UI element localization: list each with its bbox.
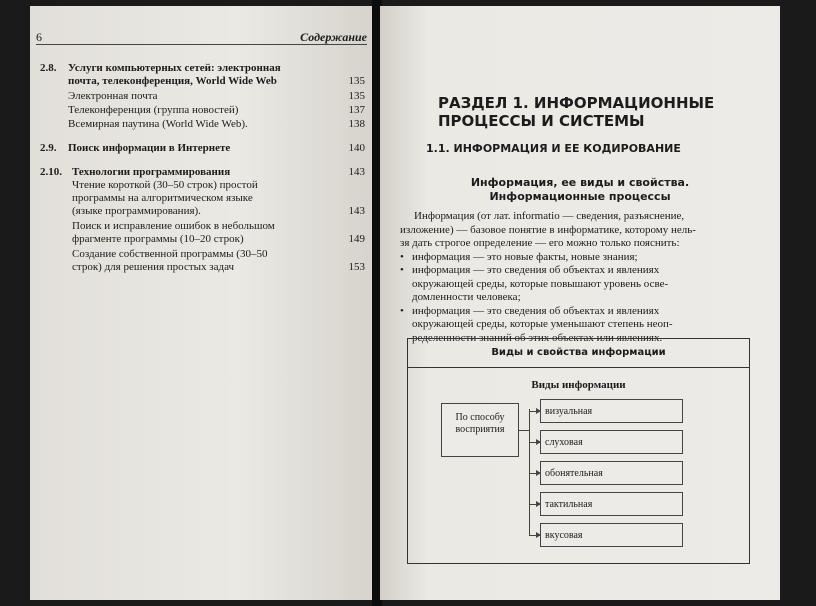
toc-entry[interactable]: [50, 248, 365, 274]
toc-page: 140: [348, 142, 365, 154]
text-line: окружающей среды, которые уменьшают степень неоп-: [412, 318, 673, 330]
text-line: • информация — это сведения об объектах и явлениях: [412, 264, 660, 276]
topic-title-line: Информационные процессы: [489, 190, 671, 203]
toc-entry[interactable]: [50, 104, 365, 117]
info-type-item: тактильная: [540, 492, 683, 516]
perception-box: [441, 403, 519, 457]
diagram-subheader: Виды информации: [531, 379, 626, 391]
toc-text: строк) для решения простых задач: [72, 261, 235, 273]
diagram-header: Виды и свойства информации: [408, 339, 749, 368]
toc-text: (языке программирования).: [72, 205, 201, 217]
topic-title-line: Информация, ее виды и свойства.: [470, 176, 690, 189]
toc-text: почта, телеконференция, World Wide Web: [68, 75, 277, 87]
toc-entry[interactable]: [40, 62, 365, 88]
page-header: [36, 30, 367, 45]
running-title: Содержание: [300, 30, 367, 44]
text-line: • информация — это сведения об объектах и явлениях: [412, 304, 660, 317]
toc-page: 153: [348, 261, 365, 273]
info-type-item: вкусовая: [540, 523, 683, 547]
connector-arrow: [529, 473, 540, 474]
right-page: [380, 6, 780, 600]
toc-page: 135: [348, 90, 365, 102]
text-line: изложение) — базовое понятие в информатике, которому нель-: [400, 223, 696, 236]
left-page: [30, 6, 375, 600]
connector-arrow: [529, 535, 540, 536]
subsection-title: 1.1. ИНФОРМАЦИЯ И ЕЕ КОДИРОВАНИЕ: [426, 142, 681, 155]
toc-entry[interactable]: [50, 118, 365, 131]
toc-page: 137: [348, 104, 365, 116]
toc-page: 143: [348, 205, 365, 217]
topic-title: [380, 176, 780, 204]
toc-page: 135: [348, 75, 365, 87]
toc-text: Создание собственной программы (30–50: [72, 248, 268, 260]
body-text: [400, 210, 750, 345]
info-type-item: обонятельная: [540, 461, 683, 485]
connector-arrow: [529, 504, 540, 505]
toc-text: Электронная почта: [68, 90, 158, 102]
text-line: ределенности знаний об этих объектах или явлениях.: [412, 331, 663, 344]
text-line: зя дать строгое определение — его можно только пояснить:: [400, 237, 680, 249]
connector-line: [519, 430, 529, 431]
text-line: домленности человека;: [412, 291, 521, 303]
toc-entry[interactable]: [50, 90, 365, 103]
toc-text: Услуги компьютерных сетей: электронная: [68, 62, 281, 74]
toc-entry[interactable]: [50, 179, 365, 218]
toc-text: программы на алгоритмическом языке: [72, 192, 253, 204]
toc-text: Чтение короткой (30–50 строк) простой: [72, 179, 258, 191]
box-label: восприятия: [455, 424, 505, 435]
text-line: окружающей среды, которые повышают уровень осве-: [412, 277, 669, 290]
toc-text: Технологии программирования: [72, 166, 231, 178]
toc-number: 2.8.: [40, 62, 57, 74]
toc-text: Поиск и исправление ошибок в небольшом: [72, 220, 275, 232]
box-label: По способу: [455, 412, 505, 423]
toc-entry[interactable]: [50, 220, 365, 246]
connector-arrow: [529, 442, 540, 443]
toc-page: 149: [348, 233, 365, 245]
toc-page: 138: [348, 118, 365, 130]
info-type-item: слуховая: [540, 430, 683, 454]
toc-number: 2.10.: [40, 166, 62, 178]
connector-line: [529, 409, 530, 535]
toc-entry[interactable]: [40, 142, 365, 155]
toc-text: фрагменте программы (10–20 строк): [72, 233, 244, 245]
text-line: • информация — это новые факты, новые знания;: [412, 250, 638, 263]
bullet-item: [400, 264, 750, 305]
toc-text: Поиск информации в Интернете: [68, 142, 231, 154]
toc-entry[interactable]: [40, 166, 365, 179]
page-number: 6: [36, 30, 42, 44]
section-title-line: ПРОЦЕССЫ И СИСТЕМЫ: [438, 112, 645, 130]
text-line: Информация (от лат. informatio — сведения, разъяснение,: [414, 210, 685, 222]
info-type-item: визуальная: [540, 399, 683, 423]
section-title-line: РАЗДЕЛ 1. ИНФОРМАЦИОННЫЕ: [438, 94, 715, 112]
toc-number: 2.9.: [40, 142, 57, 154]
toc-text: Телеконференция (группа новостей): [68, 104, 239, 116]
connector-arrow: [529, 411, 540, 412]
toc-page: 143: [348, 166, 365, 178]
toc-text: Всемирная паутина (World Wide Web).: [68, 118, 248, 130]
info-types-diagram: [407, 338, 750, 564]
section-title: [438, 94, 738, 130]
bullet-item: [400, 251, 750, 265]
